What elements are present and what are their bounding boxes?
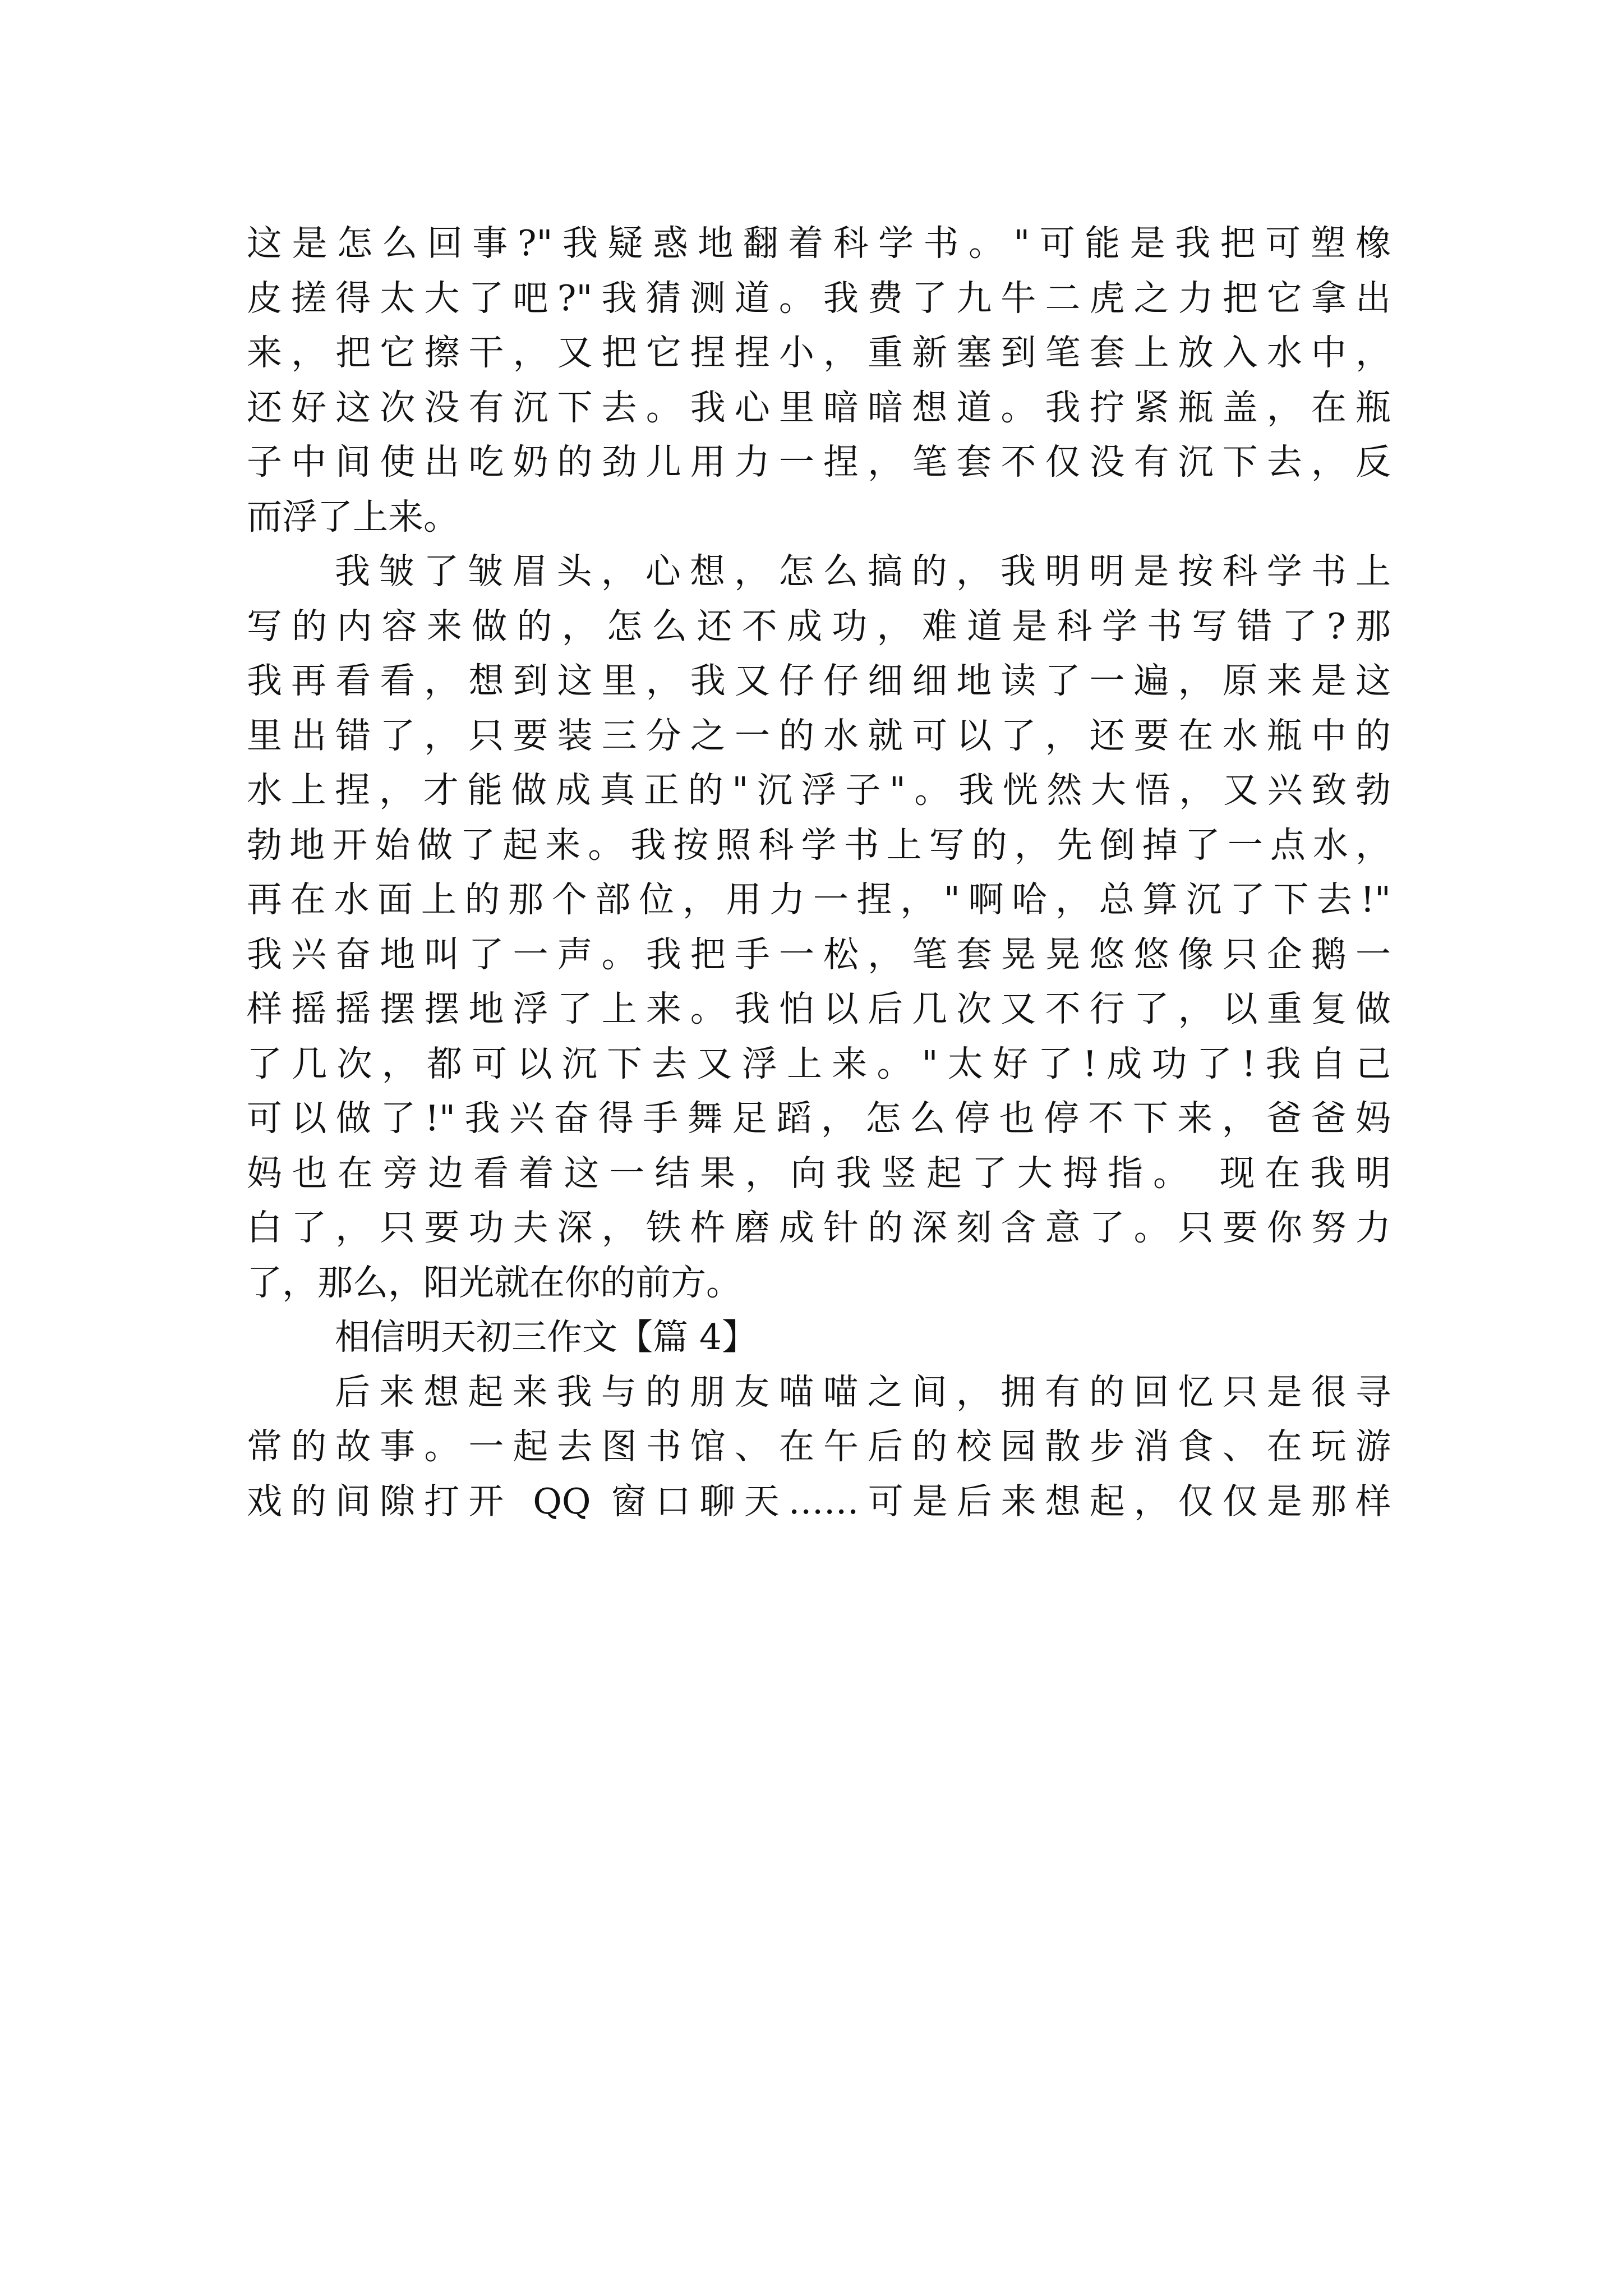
document-body xyxy=(247,216,1391,1529)
text-line: 可以做了!"我兴奋得手舞足蹈，怎么停也停不下来，爸爸妈 xyxy=(247,1098,1391,1139)
text-line: 皮搓得太大了吧?"我猜测道。我费了九牛二虎之力把它拿出 xyxy=(247,277,1391,319)
text-line: 水上捏，才能做成真正的"沉浮子"。我恍然大悟，又兴致勃 xyxy=(247,770,1391,811)
text-line: 白了，只要功夫深，铁杵磨成针的深刻含意了。只要你努力 xyxy=(247,1207,1391,1248)
text-line: 这是怎么回事?"我疑惑地翻着科学书。"可能是我把可塑橡 xyxy=(247,223,1391,264)
text-line: 戏的间隙打开 QQ 窗口聊天……可是后来想起，仅仅是那样 xyxy=(247,1480,1391,1522)
text-line: 还好这次没有沉下去。我心里暗暗想道。我拧紧瓶盖，在瓶 xyxy=(247,386,1391,428)
text-line: 勃地开始做了起来。我按照科学书上写的，先倒掉了一点水， xyxy=(247,824,1391,866)
text-line: 后来想起来我与的朋友喵喵之间，拥有的回忆只是很寻 xyxy=(335,1371,1391,1412)
text-line: 里出错了，只要装三分之一的水就可以了，还要在水瓶中的 xyxy=(247,715,1391,756)
text-line: 常的故事。一起去图书馆、在午后的校园散步消食、在玩游 xyxy=(247,1426,1391,1467)
text-line: 了几次，都可以沉下去又浮上来。"太好了!成功了!我自己 xyxy=(247,1043,1391,1084)
text-line: 了，那么，阳光就在你的前方。 xyxy=(247,1262,741,1303)
text-line: 我再看看，想到这里，我又仔仔细细地读了一遍，原来是这 xyxy=(247,660,1391,701)
text-line: 而浮了上来。 xyxy=(247,496,459,537)
text-line: 我兴奋地叫了一声。我把手一松，笔套晃晃悠悠像只企鹅一 xyxy=(247,933,1391,975)
text-line: 我皱了皱眉头，心想，怎么搞的，我明明是按科学书上 xyxy=(335,551,1391,592)
text-line: 子中间使出吃奶的劲儿用力一捏，笔套不仅没有沉下去，反 xyxy=(247,441,1391,482)
text-line: 来，把它擦干，又把它捏捏小，重新塞到笔套上放入水中， xyxy=(247,332,1391,373)
text-line: 样摇摇摆摆地浮了上来。我怕以后几次又不行了，以重复做 xyxy=(247,988,1391,1029)
text-line: 写的内容来做的，怎么还不成功，难道是科学书写错了?那 xyxy=(247,605,1391,647)
text-line: 妈也在旁边看着这一结果，向我竖起了大拇指。 现在我明 xyxy=(247,1152,1391,1194)
section-heading-line: 相信明天初三作文【篇 4】 xyxy=(335,1317,758,1358)
text-line: 再在水面上的那个部位，用力一捏，"啊哈，总算沉了下去!" xyxy=(247,879,1391,920)
